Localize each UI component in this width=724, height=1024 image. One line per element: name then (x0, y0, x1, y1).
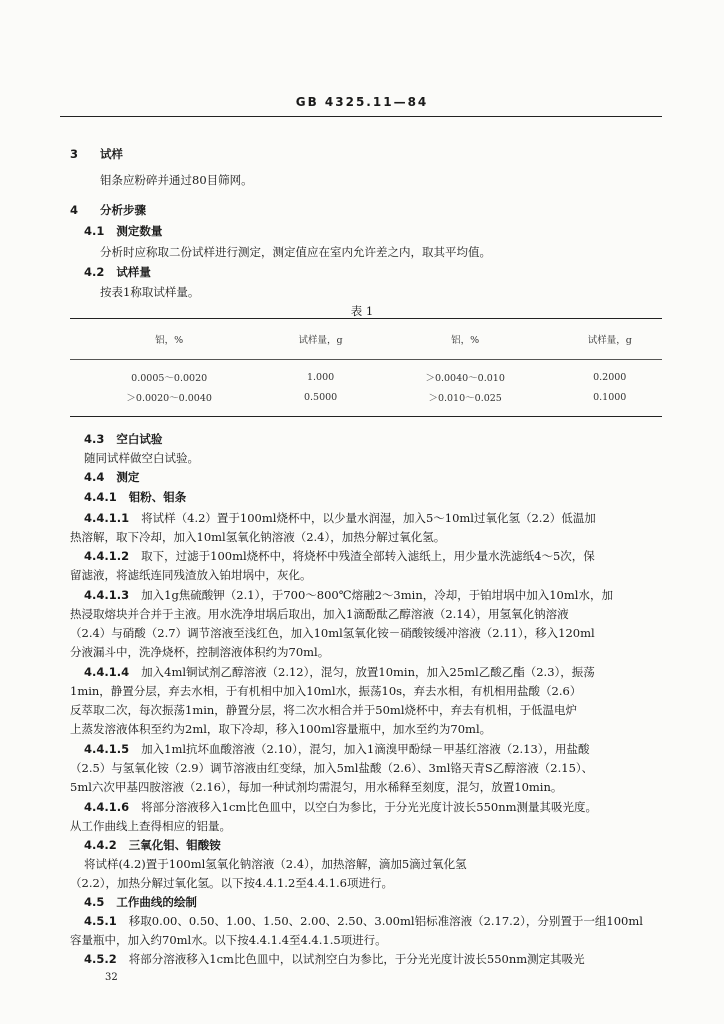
table-cell: ＞0.0040～0.010 (425, 373, 505, 384)
section-title: 空白试验 (116, 432, 163, 446)
paragraph-line: 钼条应粉碎并通过80目筛网。 (100, 173, 253, 187)
section-number: 4.5 (84, 895, 105, 909)
paragraph-line (84, 952, 585, 966)
table-row (70, 360, 662, 388)
paragraph-line (84, 665, 595, 679)
section-title: 分析步骤 (100, 203, 146, 217)
paragraph-line: 从工作曲线上查得相应的铝量。 (70, 819, 231, 833)
clause-number: 4.4.1.1 (84, 511, 130, 525)
table-cell: ＞0.0020～0.0040 (70, 387, 268, 417)
subsection-heading (84, 470, 139, 484)
section-title: 试样 (100, 147, 123, 161)
standard-header: GB 4325.11—84 (295, 95, 429, 109)
paragraph-line: 按表1称取试样量。 (100, 285, 200, 299)
paragraph-line (84, 588, 613, 602)
clause-number: 4.4.1.2 (84, 549, 130, 563)
column-header: 铝，% (373, 319, 558, 360)
section-heading (70, 203, 146, 217)
paragraph-line (84, 549, 595, 563)
section-number: 4.2 (84, 265, 105, 279)
paragraph-line (84, 800, 597, 814)
paragraph-line (84, 511, 596, 525)
paragraph-line: 热浸取熔块并合并于主液。用水洗净坩埚后取出，加入1滴酚酞乙醇溶液（2.14），用氢氧化钠溶液 (70, 607, 569, 621)
section-title: 钼粉、钼条 (128, 490, 187, 504)
section-number: 3 (70, 147, 79, 161)
table-cell: 0.1000 (557, 387, 662, 417)
subsection-heading (84, 432, 162, 446)
clause-number: 4.5.2 (84, 952, 117, 966)
paragraph-line (84, 914, 643, 928)
clause-text: 将部分溶液移入1cm比色皿中，以空白为参比，于分光光度计波长550nm测量其吸光度。 (141, 800, 598, 814)
table-cell: ＞0.010～0.025 (373, 387, 558, 417)
paragraph-line: 热溶解，取下冷却，加入10ml氢氧化钠溶液（2.4），加热分解过氧化氢。 (70, 530, 446, 544)
paragraph-line: 上蒸发溶液体积至约为2ml，取下冷却，移入100ml容量瓶中，加水至约为70ml。 (70, 722, 492, 736)
subsection-heading (84, 895, 197, 909)
column-header: 试样量，g (268, 319, 373, 360)
table-caption: 表 1 (350, 304, 374, 318)
section-title: 测定 (116, 470, 140, 484)
sample-mass-table (70, 318, 662, 417)
paragraph-line: （2.2），加热分解过氧化氢。以下按4.4.1.2至4.4.1.6项进行。 (70, 876, 394, 890)
section-number: 4.3 (84, 432, 105, 446)
column-header: 铝，% (70, 319, 268, 360)
header-rule (60, 116, 662, 117)
clause-text: 加入1ml抗坏血酸溶液（2.10），混匀，加入1滴溴甲酚绿－甲基红溶液（2.13），用盐酸 (141, 742, 590, 756)
paragraph-line: （2.5）与氢氧化铵（2.9）调节溶液由红变绿，加入5ml盐酸（2.6）、3ml铬天青S乙醇溶液（2.15）、 (70, 761, 594, 775)
subsection-heading (84, 838, 221, 852)
paragraph-line: 1min，静置分层，弃去水相，于有机相中加入10ml水，振荡10s，弃去水相，有机相用盐酸（2.6） (70, 684, 582, 698)
clause-text: 加入4ml铜试剂乙醇溶液（2.12），混匀，放置10min，加入25ml乙酸乙酯（2.3），振荡 (141, 665, 595, 679)
table-cell: 1.000 (306, 371, 335, 383)
section-heading (70, 147, 123, 161)
clause-number: 4.4.1.5 (84, 742, 130, 756)
clause-text: 加入1g焦硫酸钾（2.1），于700～800℃熔融2～3min，冷却，于铂坩埚中加入10ml水，加 (141, 588, 613, 602)
paragraph-line: 反萃取二次，每次振荡1min，静置分层，将二次水相合并于50ml烧杯中，弃去有机相，于低温电炉 (70, 703, 578, 717)
subsection-heading (84, 490, 186, 504)
subsection-heading (84, 265, 151, 279)
paragraph-line: 容量瓶中，加入约70ml水。以下按4.4.1.4至4.4.1.5项进行。 (70, 933, 387, 947)
section-title: 测定数量 (116, 224, 163, 238)
clause-number: 4.4.1.4 (84, 665, 130, 679)
paragraph-line: 随同试样做空白试验。 (84, 451, 199, 465)
clause-number: 4.5.1 (84, 914, 117, 928)
table-cell: 0.0005～0.0020 (131, 373, 208, 384)
clause-text: 将部分溶液移入1cm比色皿中，以试剂空白为参比，于分光光度计波长550nm测定其吸光 (128, 952, 585, 966)
table-cell: 0.5000 (268, 387, 373, 417)
clause-number: 4.4.1.6 (84, 800, 130, 814)
paragraph-line: 5ml六次甲基四胺溶液（2.16），每加一种试剂均需混匀，用水稀释至刻度，混匀，放置10min。 (70, 780, 563, 794)
paragraph-line: 将试样(4.2)置于100ml氢氧化钠溶液（2.4），加热溶解，滴加5滴过氧化氢 (84, 857, 467, 871)
paragraph-line (84, 742, 590, 756)
paragraph-line: 分析时应称取二份试样进行测定，测定值应在室内允许差之内，取其平均值。 (100, 245, 491, 259)
paragraph-line: （2.4）与硝酸（2.7）调节溶液至浅红色，加入10ml氢氧化铵－硝酸铵缓冲溶液（2.11），移入120ml (70, 626, 595, 640)
table-header-row (70, 319, 662, 360)
table-row (70, 387, 662, 417)
table-cell: 0.2000 (593, 371, 627, 383)
section-number: 4.4.1 (84, 490, 117, 504)
section-number: 4.1 (84, 224, 105, 238)
paragraph-line: 分液漏斗中，洗净烧杯，控制溶液体积约为70ml。 (70, 645, 330, 659)
section-number: 4 (70, 203, 79, 217)
paragraph-line: 留滤液，将滤纸连同残渣放入铂坩埚中，灰化。 (70, 568, 312, 582)
section-title: 三氧化钼、钼酸铵 (128, 838, 221, 852)
section-number: 4.4 (84, 470, 105, 484)
section-number: 4.4.2 (84, 838, 117, 852)
section-title: 工作曲线的绘制 (116, 895, 197, 909)
clause-number: 4.4.1.3 (84, 588, 130, 602)
column-header: 试样量，g (557, 319, 662, 360)
subsection-heading (84, 224, 162, 238)
clause-text: 将试样（4.2）置于100ml烧杯中，以少量水润湿，加入5～10ml过氧化氢（2.2）低温加 (141, 511, 596, 525)
section-title: 试样量 (116, 265, 151, 279)
page-number: 32 (105, 972, 118, 983)
clause-text: 取下，过滤于100ml烧杯中，将烧杯中残渣全部转入滤纸上，用少量水洗滤纸4～5次，保 (141, 549, 595, 563)
clause-text: 移取0.00、0.50、1.00、1.50、2.00、2.50、3.00ml铝标准溶液（2.17.2），分别置于一组100ml (128, 914, 643, 928)
